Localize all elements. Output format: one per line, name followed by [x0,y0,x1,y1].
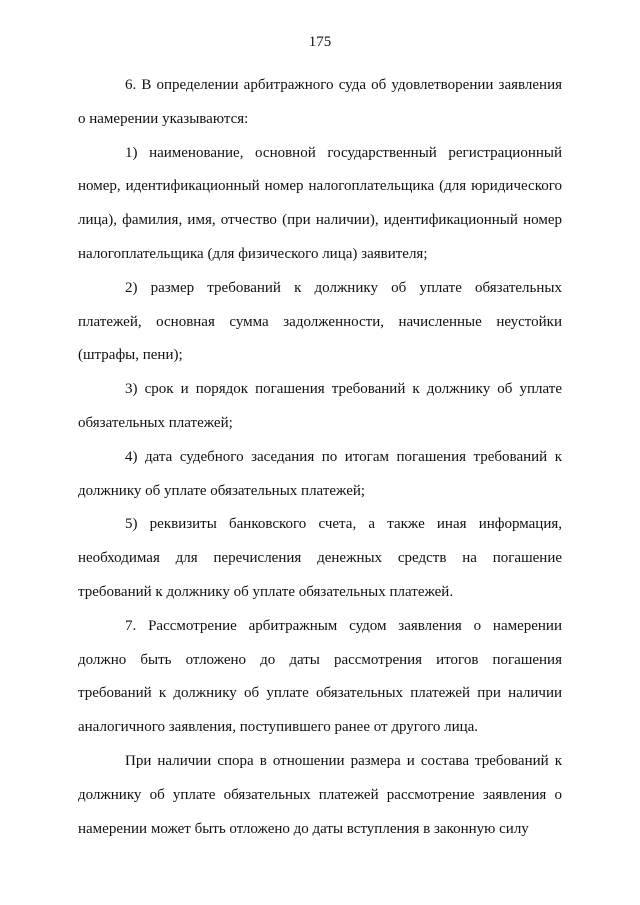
paragraph-subitem-2: 2) размер требований к должнику об уплате обязательных платежей, основная сумма задолженности, начисленные неустойки (штрафы, пени); [78,279,562,364]
paragraph-subitem-5: 5) реквизиты банковского счета, а также иная информация, необходимая для перечисления денежных средств на погашение требований к должнику об уплате обязательных платежей. [78,516,562,600]
paragraph-subitem-4: 4) дата судебного заседания по итогам погашения требований к должнику об уплате обязательных платежей; [78,448,562,499]
paragraph-subitem-3: 3) срок и порядок погашения требований к должнику об уплате обязательных платежей; [78,381,562,431]
paragraph-item-6: 6. В определении арбитражного суда об удовлетворении заявления о намерении указываются: [78,77,562,127]
page-number: 175 [308,34,332,50]
paragraph-subitem-1: 1) наименование, основной государственный регистрационный номер, идентификационный номер налогоплательщика (для юридического лица), фамилия, имя, отчество (при наличии), идентификационный номер налогоплательщика (для физического лица) заявителя; [78,144,562,262]
paragraph-item-7: 7. Рассмотрение арбитражным судом заявления о намерении должно быть отложено до даты рассмотрения итогов погашения требований к должнику об уплате обязательных платежей при наличии аналогичного заявления, поступившего ранее от другого лица. [78,617,562,736]
paragraph-dispute: При наличии спора в отношении размера и состава требований к должнику об уплате обязательных платежей рассмотрение заявления о намерении может быть отложено до даты вступления в законную силу [78,752,562,837]
document-body [78,69,562,846]
